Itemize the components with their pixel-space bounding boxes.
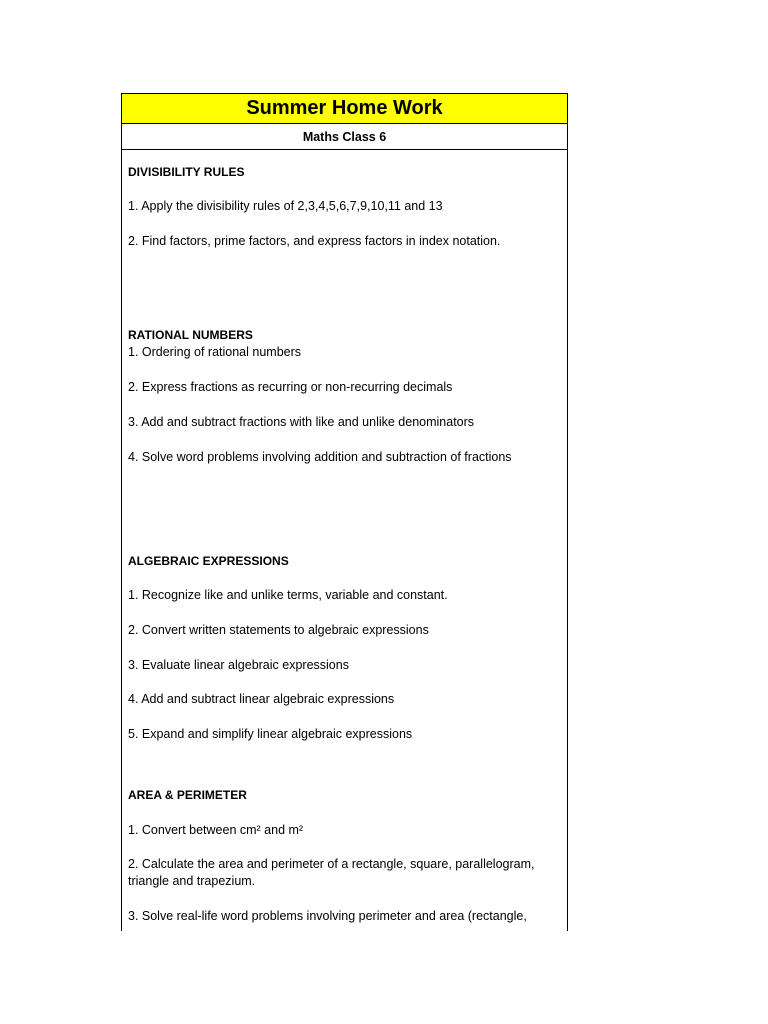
subtitle-row: [122, 124, 567, 150]
list-item: 3. Evaluate linear algebraic expressions: [128, 658, 349, 672]
list-item: 5. Expand and simplify linear algebraic expressions: [128, 727, 413, 741]
section-heading-rational: RATIONAL NUMBERS: [128, 328, 253, 342]
list-item: 2. Express fractions as recurring or non-recurring decimals: [128, 380, 453, 394]
list-item: 1. Convert between cm² and m²: [128, 823, 304, 837]
homework-sheet: [121, 93, 568, 931]
section-heading-area: AREA & PERIMETER: [128, 788, 247, 802]
list-item: 2. Find factors, prime factors, and express factors in index notation.: [128, 234, 501, 248]
list-item: 1. Recognize like and unlike terms, variable and constant.: [128, 588, 448, 602]
list-item: 1. Apply the divisibility rules of 2,3,4,5,6,7,9,10,11 and 13: [128, 199, 443, 213]
list-item: 3. Solve real-life word problems involving perimeter and area (rectangle,: [128, 909, 527, 923]
section-heading-algebra: ALGEBRAIC EXPRESSIONS: [128, 554, 289, 568]
sheet-title: Summer Home Work: [246, 97, 443, 119]
list-item: 1. Ordering of rational numbers: [128, 345, 302, 359]
list-item: 3. Add and subtract fractions with like and unlike denominators: [128, 415, 475, 429]
list-item: 4. Add and subtract linear algebraic expressions: [128, 692, 395, 706]
content-cell: [122, 150, 567, 931]
sheet-subtitle: Maths Class 6: [302, 129, 387, 144]
list-item: 4. Solve word problems involving addition and subtraction of fractions: [128, 450, 512, 464]
list-item: 2. Convert written statements to algebraic expressions: [128, 623, 429, 637]
list-item: 2. Calculate the area and perimeter of a rectangle, square, parallelogram, triangle and trapezium.: [128, 857, 535, 888]
title-row: [122, 94, 567, 124]
section-heading-divisibility: DIVISIBILITY RULES: [128, 165, 245, 179]
